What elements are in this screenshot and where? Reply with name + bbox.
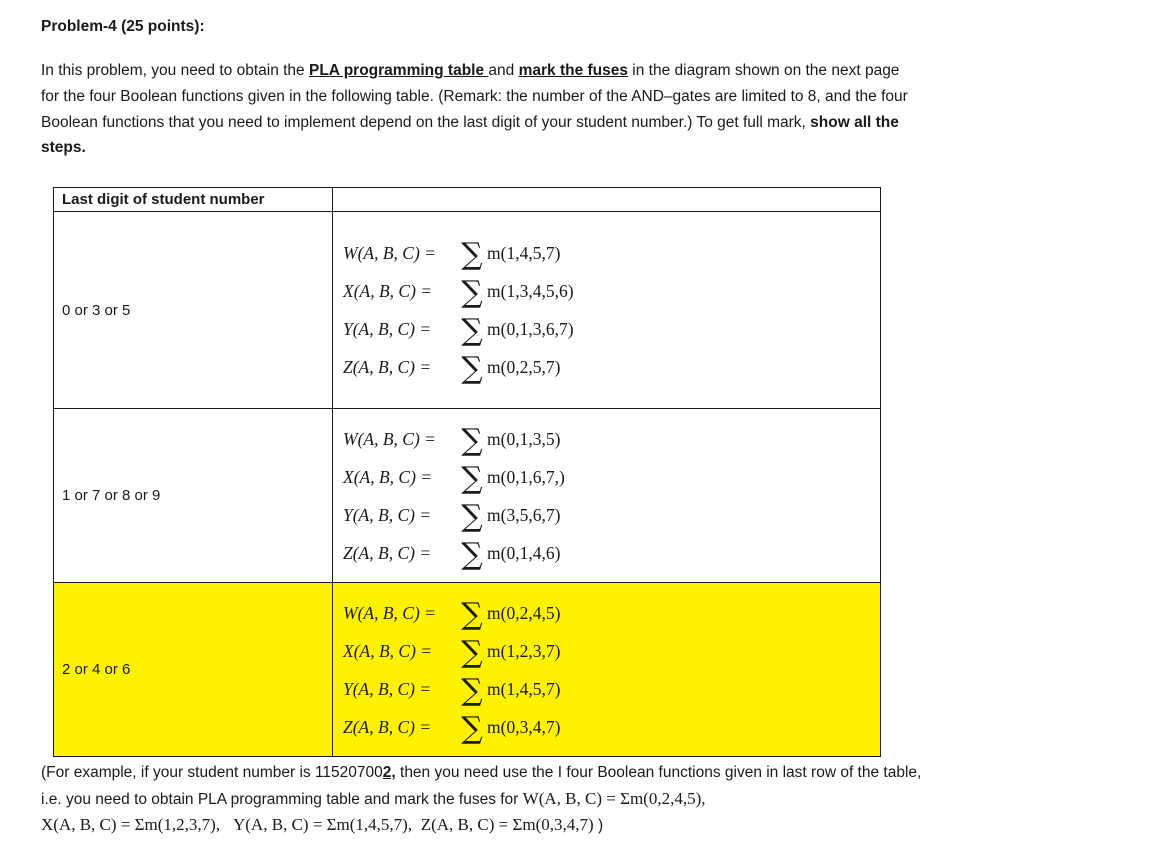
digit-cell: 0 or 3 or 5	[54, 212, 333, 409]
function-equation: W(A, B, C) = ∑ m(0,1,3,5)	[343, 422, 561, 458]
table-row	[54, 212, 881, 409]
function-equation: Y(A, B, C) = ∑ m(1,4,5,7)	[343, 672, 561, 708]
function-equation: Y(A, B, C) = ∑ m(0,1,3,6,7)	[343, 313, 574, 348]
function-equation: Z(A, B, C) = ∑ m(0,3,4,7)	[343, 710, 561, 746]
example-close: )	[593, 817, 604, 834]
example-z-function: Z(A, B, C) = Σm(0,3,4,7)	[420, 815, 594, 834]
sigma-symbol: ∑	[461, 596, 483, 632]
function-equation: X(A, B, C) = ∑ m(1,2,3,7)	[343, 634, 561, 670]
sigma-symbol: ∑	[461, 275, 483, 310]
sigma-symbol: ∑	[461, 351, 483, 386]
function-equation: Y(A, B, C) = ∑ m(3,5,6,7)	[343, 498, 561, 534]
example-w-function: W(A, B, C) = Σm(0,2,4,5),	[522, 788, 706, 808]
intro-text-2: and	[488, 62, 519, 79]
example-x-function: X(A, B, C) = Σm(1,2,3,7),	[41, 815, 221, 834]
functions-table	[53, 187, 881, 757]
sigma-symbol: ∑	[461, 536, 483, 572]
digit-cell: 2 or 4 or 6	[54, 583, 333, 757]
example-digit: 2,	[382, 764, 396, 781]
sigma-symbol: ∑	[461, 237, 483, 272]
table-row-highlighted	[54, 583, 881, 757]
table-header-functions	[333, 188, 881, 212]
example-y-function: Y(A, B, C) = Σm(1,4,5,7),	[233, 815, 413, 834]
example-text-2: then you need use the I four Boolean functions given in last row of the table, i.e. you need to obtain PLA programming table and mark the fuses for	[41, 764, 922, 808]
digit-cell: 1 or 7 or 8 or 9	[54, 409, 333, 583]
table-header-digit: Last digit of student number	[54, 188, 333, 212]
table-header-row	[54, 188, 881, 212]
sigma-symbol: ∑	[461, 634, 483, 670]
function-equation: Z(A, B, C) = ∑ m(0,1,4,6)	[343, 536, 561, 572]
table-row	[54, 409, 881, 583]
sigma-symbol: ∑	[461, 313, 483, 348]
sigma-symbol: ∑	[461, 710, 483, 746]
sigma-symbol: ∑	[461, 460, 483, 496]
example-text-1: (For example, if your student number is 11520700	[41, 764, 383, 781]
function-equation: X(A, B, C) = ∑ m(1,3,4,5,6)	[343, 275, 574, 310]
function-equation: W(A, B, C) = ∑ m(1,4,5,7)	[343, 237, 561, 272]
function-cell	[333, 583, 881, 757]
problem-title: Problem-4 (25 points):	[41, 18, 205, 35]
sigma-symbol: ∑	[461, 498, 483, 534]
function-cell	[333, 409, 881, 583]
problem-description	[41, 58, 911, 161]
intro-text-1: In this problem, you need to obtain the	[41, 62, 309, 79]
pla-table-phrase: PLA programming table	[308, 62, 489, 79]
intro-text-3: in the diagram shown on the next page for the four Boolean functions given in the following table. (Remark: the number of the AND–gates are limited to 8, and the four Boolean functions that you need to implement depend on the last digit of your student number.) To get full mark,	[41, 62, 908, 131]
show-steps-phrase: show all the steps.	[41, 113, 899, 157]
function-cell	[333, 212, 881, 409]
sigma-symbol: ∑	[461, 422, 483, 458]
function-equation: W(A, B, C) = ∑ m(0,2,4,5)	[343, 596, 561, 632]
function-equation: Z(A, B, C) = ∑ m(0,2,5,7)	[343, 351, 561, 386]
function-equation: X(A, B, C) = ∑ m(0,1,6,7,)	[343, 460, 565, 496]
sigma-symbol: ∑	[461, 672, 483, 708]
example-note	[41, 760, 941, 839]
mark-fuses-phrase: mark the fuses	[518, 62, 628, 79]
